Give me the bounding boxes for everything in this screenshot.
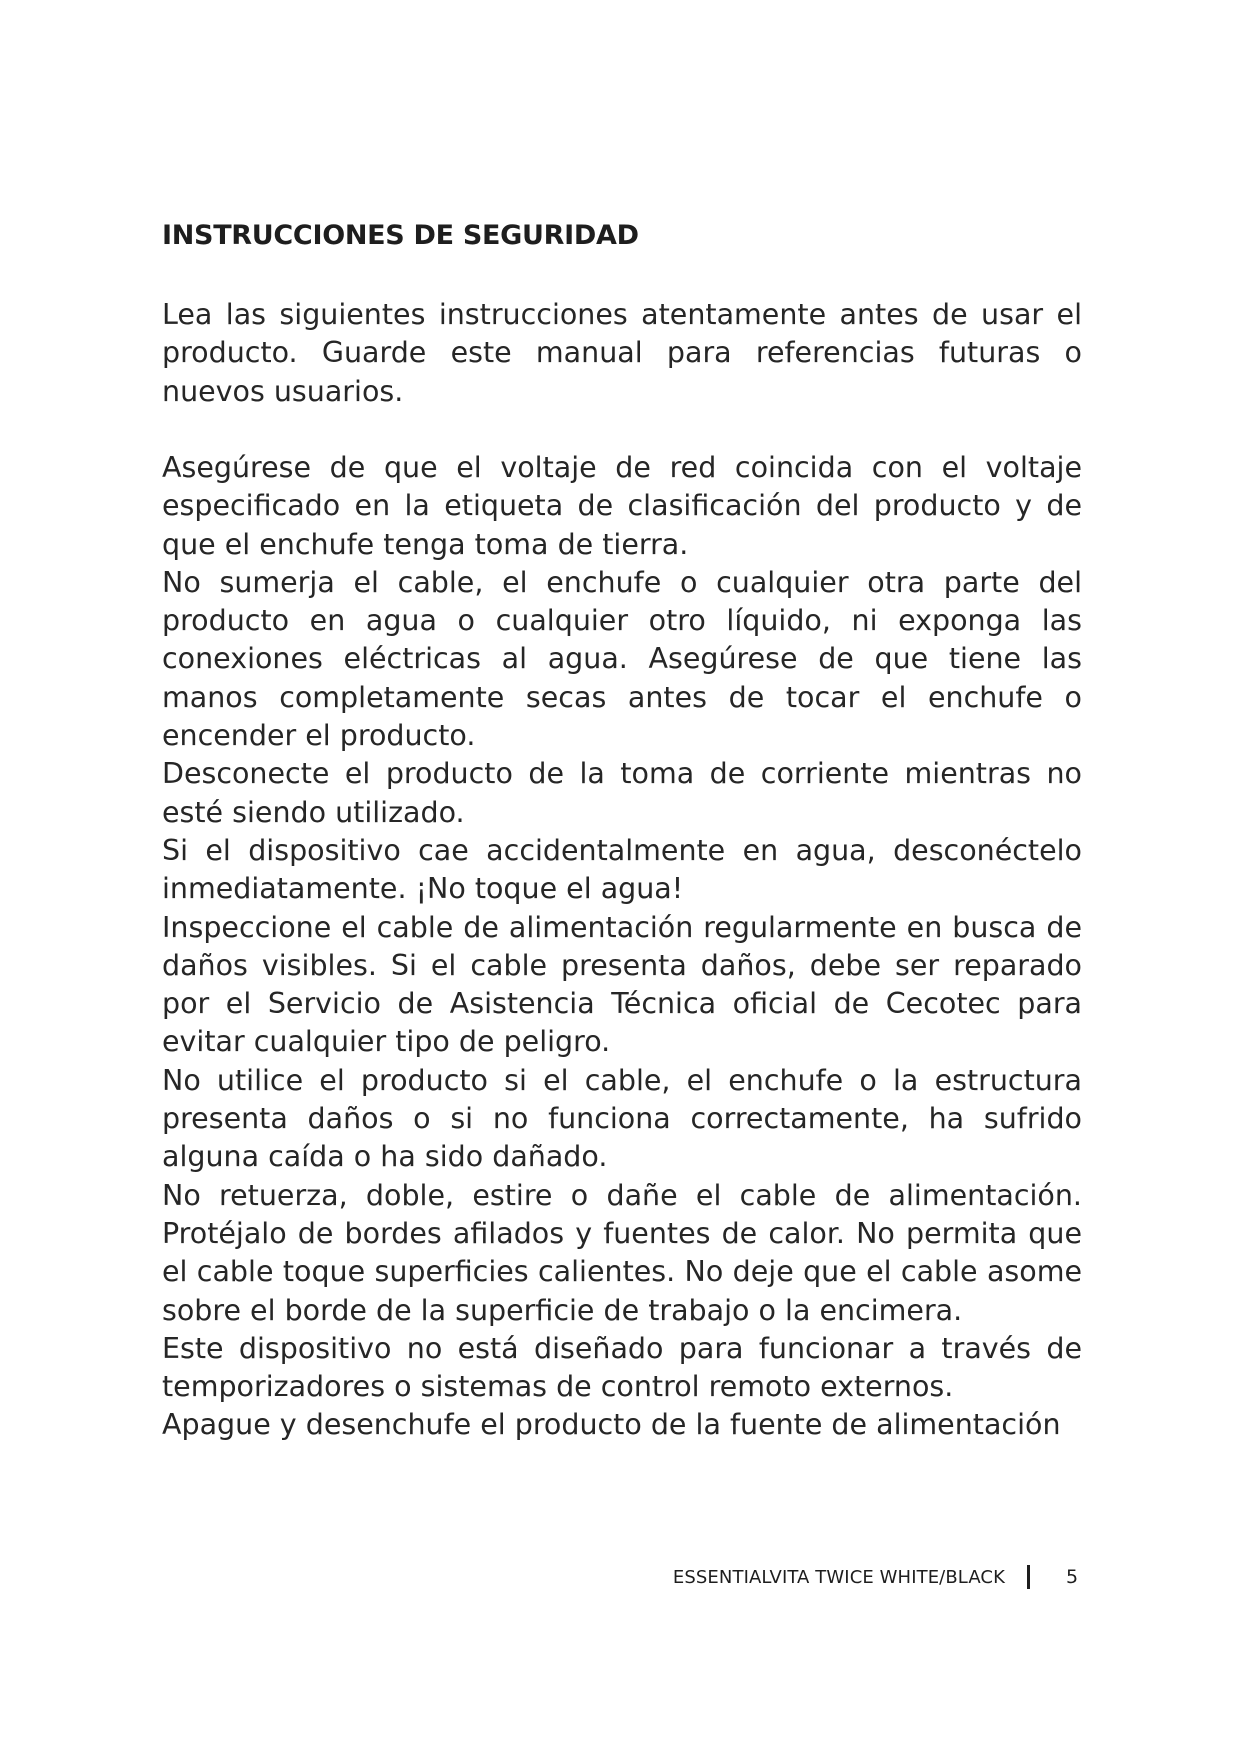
- page-footer: [600, 1562, 1080, 1592]
- section-title: INSTRUCCIONES DE SEGURIDAD: [162, 220, 639, 251]
- instruction-paragraph: Desconecte el producto de la toma de corriente mientras no esté siendo utilizado.: [162, 757, 1082, 829]
- intro-paragraph: Lea las siguientes instrucciones atentamente antes de usar el producto. Guarde este manual para referencias futuras o nuevos usuarios.: [162, 298, 1082, 408]
- footer-separator: [1027, 1565, 1030, 1589]
- instruction-paragraph: Apague y desenchufe el producto de la fuente de alimentación: [162, 1408, 1061, 1442]
- instruction-paragraph: No sumerja el cable, el enchufe o cualquier otra parte del producto en agua o cualquier otro líquido, ni exponga las conexiones eléctricas al agua. Asegúrese de que tiene las manos completamente secas antes de tocar el enchufe o encender el producto.: [162, 565, 1082, 753]
- instruction-paragraph: No utilice el producto si el cable, el enchufe o la estructura presenta daños o si no funciona correctamente, ha sufrido alguna caída o ha sido dañado.: [162, 1063, 1082, 1174]
- instruction-paragraph: Si el dispositivo cae accidentalmente en agua, desconéctelo inmediatamente. ¡No toque el agua!: [162, 833, 1082, 906]
- instruction-paragraph: Inspeccione el cable de alimentación regularmente en busca de daños visibles. Si el cable presenta daños, debe ser reparado por el Servicio de Asistencia Técnica oficial de Cecotec para evitar cualquier tipo de peligro.: [162, 910, 1082, 1059]
- page-number: 5: [1065, 1566, 1079, 1588]
- instruction-paragraph: No retuerza, doble, estire o dañe el cable de alimentación. Protéjalo de bordes afilados y fuentes de calor. No permita que el cable toque superficies calientes. No deje que el cable asome sobre el borde de la superficie de trabajo o la encimera.: [162, 1178, 1082, 1327]
- footer-model-name: ESSENTIALVITA TWICE WHITE/BLACK: [672, 1566, 1005, 1588]
- instruction-paragraph: Este dispositivo no está diseñado para funcionar a través de temporizadores o sistemas de control remoto externos.: [162, 1331, 1082, 1404]
- instruction-paragraph: Asegúrese de que el voltaje de red coincida con el voltaje especificado en la etiqueta de clasificación del producto y de que el enchufe tenga toma de tierra.: [162, 451, 1082, 561]
- safety-instructions-list: [162, 449, 1082, 1445]
